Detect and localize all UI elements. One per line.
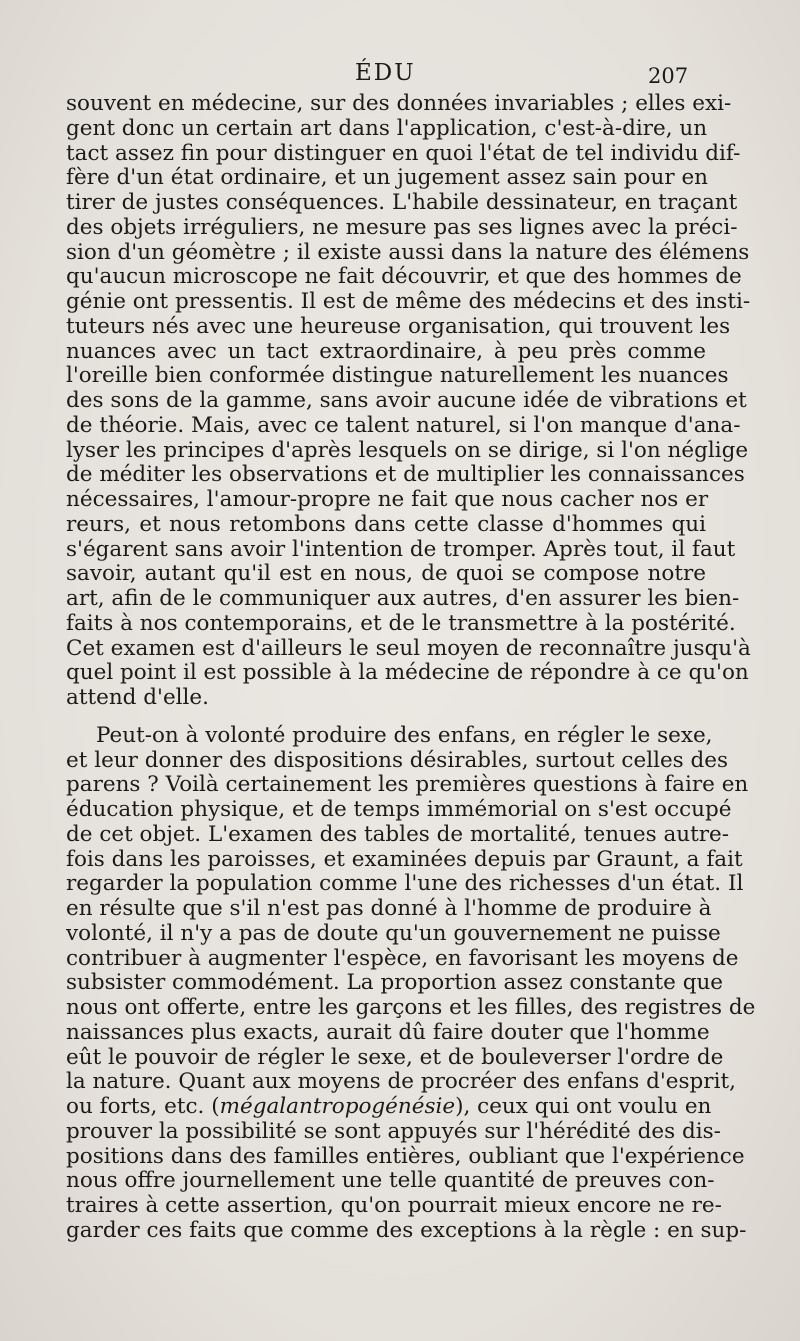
text-line: lyser les principes d'après lesquels on se dirige, si l'on néglige — [66, 437, 749, 463]
text-line: reurs, et nous retombons dans cette classe d'hommes qui — [66, 511, 706, 537]
text-line: tact assez fin pour distinguer en quoi l'état de tel individu dif- — [66, 140, 741, 166]
text-line: qu'aucun microscope ne fait découvrir, et que des hommes de — [66, 264, 742, 290]
text-line: la nature. Quant aux moyens de procréer des enfans d'esprit, — [66, 1069, 736, 1095]
paragraph — [66, 722, 756, 1244]
text-line: en résulte que s'il n'est pas donné à l'homme de produire à — [66, 896, 712, 921]
text-line: s'égarent sans avoir l'intention de tromper. Après tout, il faut — [66, 536, 736, 562]
text-line: subsister commodément. La proportion assez constante que — [66, 970, 724, 996]
text-line: sion d'un géomètre ; il existe aussi dans la nature des élémens — [66, 239, 750, 265]
text-line: de théorie. Mais, avec ce talent naturel, si l'on manque d'ana- — [66, 412, 741, 438]
paragraph-gap — [66, 711, 706, 724]
text-line: gent donc un certain art dans l'application, c'est-à-dire, un — [66, 115, 708, 141]
text-line: de méditer les observations et de multiplier les connaissances — [66, 462, 745, 488]
text-line: et leur donner des dispositions désirables, surtout celles des — [66, 747, 729, 773]
text-line: nuances avec un tact extraordinaire, à peu près comme — [66, 338, 706, 364]
text-line: des objets irréguliers, ne mesure pas ses lignes avec la préci- — [66, 214, 738, 240]
text-line: l'oreille bien conformée distingue naturellement les nuances — [66, 363, 729, 389]
text-line: Cet examen est d'ailleurs le seul moyen de reconnaître jusqu'à — [66, 635, 751, 661]
text-line: positions dans des familles entières, oubliant que l'expérience — [66, 1143, 745, 1169]
text-line: souvent en médecine, sur des données invariables ; elles exi- — [66, 91, 732, 116]
text-line: des sons de la gamme, sans avoir aucune idée de vibrations et — [66, 388, 747, 413]
text-line: nous offre journellement une telle quantité de preuves con- — [66, 1168, 715, 1194]
text-line: ou forts, etc. (mégalantropogénésie), ceux qui ont voulu en — [66, 1094, 712, 1119]
text-line: faits à nos contemporains, et de le transmettre à la postérité. — [66, 610, 736, 636]
running-head: ÉDU — [355, 60, 416, 86]
text-line: fère d'un état ordinaire, et un jugement assez sain pour en — [66, 165, 709, 191]
page-header — [0, 60, 800, 90]
text-line: eût le pouvoir de régler le sexe, et de bouleverser l'ordre de — [66, 1044, 724, 1070]
text-line: de cet objet. L'examen des tables de mortalité, tenues autre- — [66, 821, 730, 847]
text-line: regarder la population comme l'une des richesses d'un état. Il — [66, 871, 744, 897]
text-line: génie ont pressentis. Il est de même des médecins et des insti- — [66, 289, 751, 314]
paragraph — [66, 91, 751, 711]
text-line: naissances plus exacts, aurait dû faire douter que l'homme — [66, 1019, 710, 1045]
text-line: traires à cette assertion, qu'on pourrait mieux encore ne re- — [66, 1193, 722, 1218]
italic-term: mégalantropogénésie — [219, 1094, 456, 1119]
text-line: nous ont offerte, entre les garçons et les filles, des registres de — [66, 995, 756, 1020]
text-line: art, afin de le communiquer aux autres, d'en assurer les bien- — [66, 586, 740, 611]
text-line: tirer de justes conséquences. L'habile dessinateur, en traçant — [66, 190, 738, 215]
text-line: parens ? Voilà certainement les premières questions à faire en — [66, 772, 749, 798]
text-line: fois dans les paroisses, et examinées depuis par Graunt, a fait — [66, 846, 743, 872]
text-line: nécessaires, l'amour-propre ne fait que nous cacher nos er — [66, 487, 709, 512]
text-line: quel point il est possible à la médecine de répondre à ce qu'on — [66, 660, 749, 686]
text-line: contribuer à augmenter l'espèce, en favorisant les moyens de — [66, 945, 739, 971]
text-line: volonté, il n'y a pas de doute qu'un gouvernement ne puisse — [66, 920, 721, 946]
body-text — [66, 91, 756, 1244]
text-line: éducation physique, et de temps immémorial on s'est occupé — [66, 797, 732, 822]
text-line: prouver la possibilité se sont appuyés sur l'hérédité des dis- — [66, 1118, 721, 1144]
text-line: attend d'elle. — [66, 685, 209, 710]
text-line: tuteurs nés avec une heureuse organisation, qui trouvent les — [66, 313, 731, 339]
text-line: garder ces faits que comme des exceptions à la règle : en sup- — [66, 1217, 747, 1243]
text-line: Peut-on à volonté produire des enfans, en régler le sexe, — [96, 722, 713, 748]
text-line: savoir, autant qu'il est en nous, de quoi se compose notre — [66, 561, 706, 587]
page-number: 207 — [648, 64, 689, 88]
